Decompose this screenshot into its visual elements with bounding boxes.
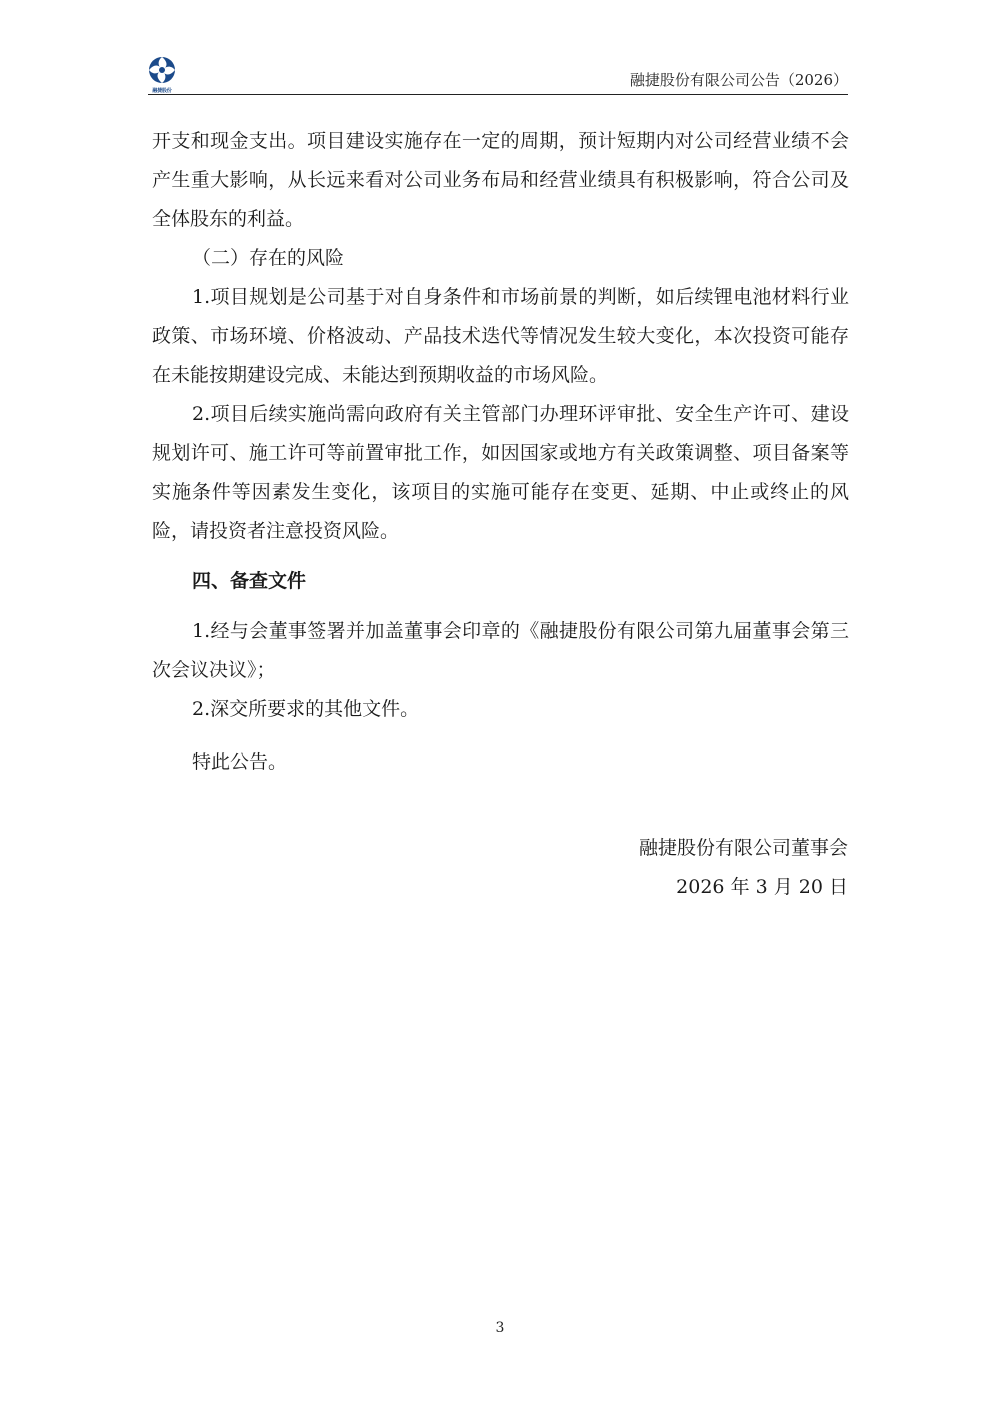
document-body <box>152 122 849 782</box>
section-4-heading: 四、备查文件 <box>192 570 307 592</box>
closing-statement: 特此公告。 <box>192 751 288 773</box>
reference-doc-1: 1.经与会董事签署并加盖董事会印章的《融捷股份有限公司第九届董事会第三次会议决议》； <box>152 620 849 681</box>
risk-item-1: 1.项目规划是公司基于对自身条件和市场前景的判断，如后续锂电池材料行业政策、市场环境、价格波动、产品技术迭代等情况发生较大变化，本次投资可能存在未能按期建设完成、未能达到预期收益的市场风险。 <box>152 286 849 386</box>
page-header <box>148 52 848 95</box>
risk-item-2: 2.项目后续实施尚需向政府有关主管部门办理环评审批、安全生产许可、建设规划许可、施工许可等前置审批工作，如因国家或地方有关政策调整、项目备案等实施条件等因素发生变化，该项目的实施可能存在变更、延期、中止或终止的风险，请投资者注意投资风险。 <box>152 403 849 542</box>
company-logo <box>148 56 176 94</box>
signature-org: 融捷股份有限公司董事会 <box>638 837 848 859</box>
logo-text: 融捷股份 <box>152 88 172 94</box>
logo-mark-icon <box>148 56 176 86</box>
header-title: 融捷股份有限公司公告（2026） <box>629 71 848 89</box>
page-number: 3 <box>495 1320 505 1336</box>
signature-block <box>639 829 848 907</box>
risk-heading: （二）存在的风险 <box>192 247 345 269</box>
signature-date: 2026 年 3 月 20 日 <box>676 876 848 898</box>
paragraph-1: 开支和现金支出。项目建设实施存在一定的周期，预计短期内对公司经营业绩不会产生重大影响，从长远来看对公司业务布局和经营业绩具有积极影响，符合公司及全体股东的利益。 <box>152 130 849 230</box>
reference-doc-2: 2.深交所要求的其他文件。 <box>192 698 420 720</box>
